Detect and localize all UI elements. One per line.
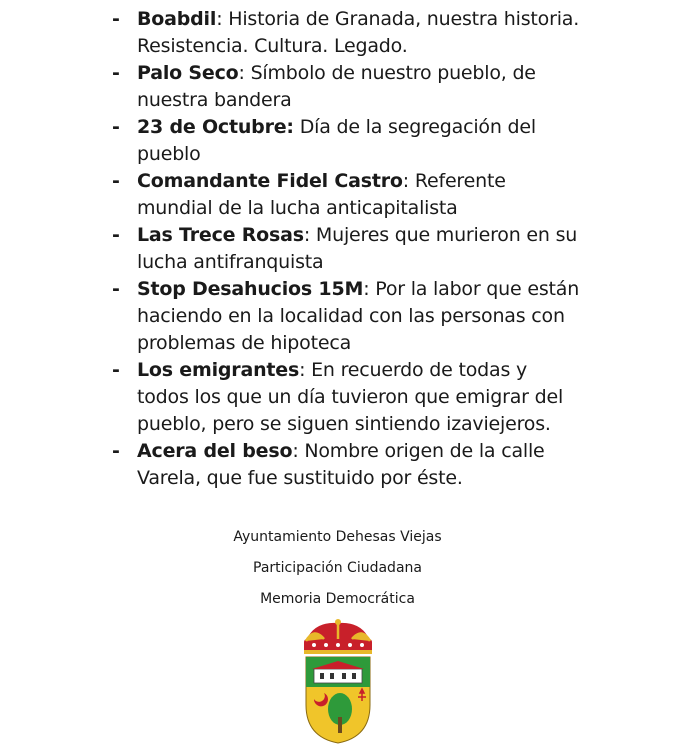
item-description: Historia de Granada, nuestra historia. Resistencia. Cultura. Legado. <box>137 8 580 57</box>
item-term: Comandante Fidel Castro <box>137 170 403 192</box>
bullet-dash: - <box>112 170 120 192</box>
item-separator: : <box>292 440 305 462</box>
footer-memoria: Memoria Democrática <box>260 591 415 607</box>
item-separator: : <box>216 8 229 30</box>
list-item <box>112 6 582 60</box>
item-term: Los emigrantes <box>137 359 300 381</box>
crown-rim <box>304 650 372 654</box>
footer-participacion: Participación Ciudadana <box>253 560 422 576</box>
item-term: Acera del beso <box>137 440 293 462</box>
bullet-dash: - <box>112 359 120 381</box>
list-item <box>112 114 582 168</box>
bullet-dash: - <box>112 8 120 30</box>
list-item <box>112 438 582 492</box>
item-separator: : <box>299 359 312 381</box>
item-description: Por la labor que están haciendo en la localidad con las personas con problemas de hipoteca <box>137 278 580 354</box>
item-description: Símbolo de nuestro pueblo, de nuestra bandera <box>137 62 536 111</box>
bullet-dash: - <box>112 224 120 246</box>
item-description: Referente mundial de la lucha anticapitalista <box>137 170 506 219</box>
item-separator: : <box>402 170 415 192</box>
item-term: Boabdil <box>137 8 217 30</box>
item-term: Las Trece Rosas <box>137 224 304 246</box>
item-separator: : <box>303 224 316 246</box>
crown-icon <box>304 619 372 654</box>
item-separator: : <box>238 62 251 84</box>
coat-of-arms-icon <box>300 617 376 745</box>
list-item <box>112 357 582 438</box>
item-description: Mujeres que murieron en su lucha antifranquista <box>137 224 578 273</box>
names-list <box>112 6 582 492</box>
bullet-dash: - <box>112 116 120 138</box>
item-description: Día de la segregación del pueblo <box>137 116 536 165</box>
shield-icon <box>306 657 370 743</box>
list-item <box>112 60 582 114</box>
list-item <box>112 168 582 222</box>
bullet-dash: - <box>112 440 120 462</box>
item-term: 23 de Octubre: <box>137 116 294 138</box>
item-description: En recuerdo de todas y todos los que un día tuvieron que emigrar del pueblo, pero se siguen sintiendo izaviejeros. <box>137 359 564 435</box>
item-separator: : <box>363 278 376 300</box>
crown-cross <box>335 619 341 625</box>
item-term: Palo Seco <box>137 62 239 84</box>
bullet-dash: - <box>112 62 120 84</box>
bullet-dash: - <box>112 278 120 300</box>
item-term: Stop Desahucios 15M <box>137 278 364 300</box>
list-item <box>112 276 582 357</box>
list-item <box>112 222 582 276</box>
item-description: Nombre origen de la calle Varela, que fue sustituido por éste. <box>137 440 545 489</box>
footer-ayuntamiento: Ayuntamiento Dehesas Viejas <box>233 529 442 545</box>
